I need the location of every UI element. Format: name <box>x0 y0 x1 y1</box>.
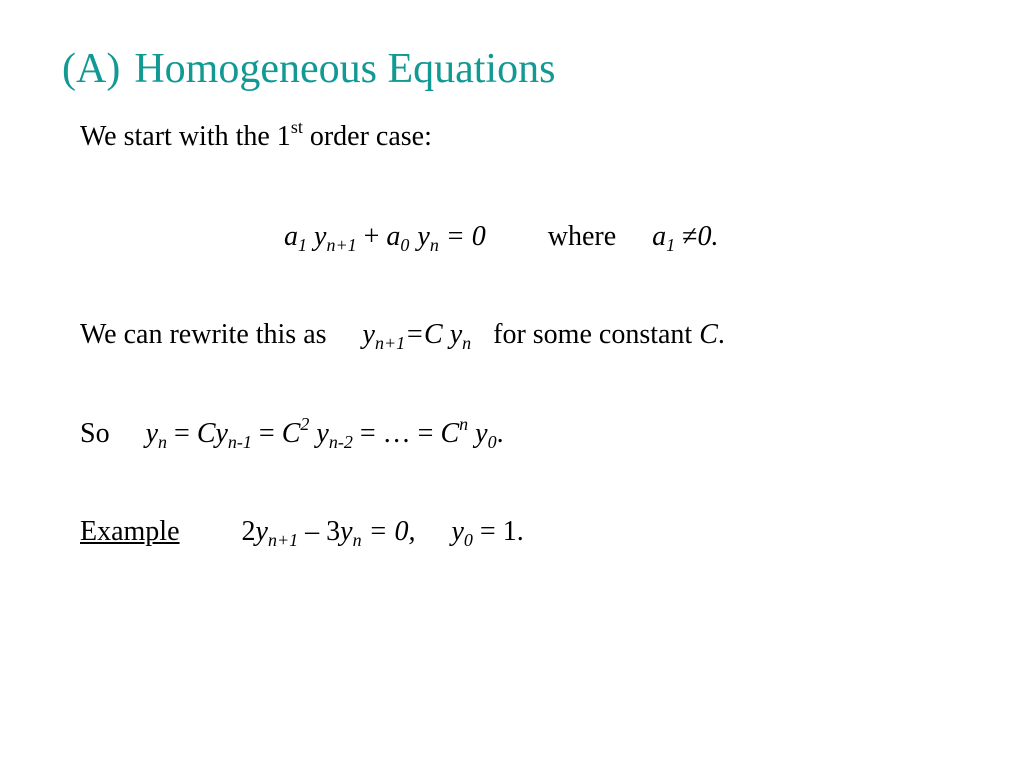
eq1-a0: $a_0$ <box>386 221 410 255</box>
intro-before: We start with the 1 <box>80 121 291 152</box>
example-y-n1: $y_{n+1}$ <box>255 516 299 550</box>
example-y-n: $y_n$ <box>340 516 362 550</box>
so-c2: $C^2$ <box>281 414 310 449</box>
eq1-where: where <box>547 221 617 252</box>
so-y-n2: $y_{n-2}$ <box>316 418 353 452</box>
so-dots: = … = <box>359 418 434 449</box>
so-eq2: = <box>258 418 275 449</box>
so-eq1: = <box>174 418 190 449</box>
eq1-cond-a1: $a_1$ <box>652 221 676 255</box>
eq1-neq: ≠ <box>682 221 698 252</box>
so-line <box>80 416 504 452</box>
eq1-y-n: $y_n$ <box>417 221 439 255</box>
example-line <box>80 514 524 550</box>
rewrite-constant-c: C <box>699 319 718 350</box>
rewrite-after: for some constant <box>493 319 693 350</box>
so-cn: $C^n$ <box>440 414 469 449</box>
example-minus3: – 3 <box>305 516 341 547</box>
rewrite-y-n: $y_n$ <box>449 319 472 353</box>
example-label: Example <box>80 516 180 547</box>
eq1-plus: + <box>363 221 380 252</box>
rewrite-period: . <box>717 319 725 350</box>
eq1-equals-zero: = 0 <box>445 221 486 252</box>
eq1-zero: 0. <box>697 221 719 252</box>
example-coef2: 2 <box>241 516 256 547</box>
intro-sup: st <box>290 117 303 137</box>
title-text: Homogeneous Equations <box>134 46 556 92</box>
example-eq-zero: = 0, <box>368 516 416 547</box>
eq1-a1: $a_1$ <box>284 221 307 255</box>
rewrite-eq-c: =C <box>405 319 443 350</box>
example-eq-one: = 1. <box>479 516 524 547</box>
rewrite-line <box>80 317 725 353</box>
so-label: So <box>80 418 110 449</box>
intro-after: order case: <box>302 121 432 152</box>
slide-title <box>62 42 555 96</box>
so-y-n: $y_n$ <box>145 418 168 452</box>
eq1-y-n1: $y_{n+1}$ <box>314 221 357 255</box>
so-y0: $y_0$ <box>475 418 497 452</box>
equation-first-order <box>284 219 719 255</box>
so-cy-n1: $Cy_{n-1}$ <box>196 418 252 452</box>
rewrite-before: We can rewrite this as <box>80 319 327 350</box>
so-period: . <box>496 418 504 449</box>
rewrite-y-n1: $y_{n+1}$ <box>362 319 406 353</box>
example-y0: $y_0$ <box>451 516 473 550</box>
title-label: (A) <box>62 46 121 92</box>
intro-line <box>80 119 432 155</box>
